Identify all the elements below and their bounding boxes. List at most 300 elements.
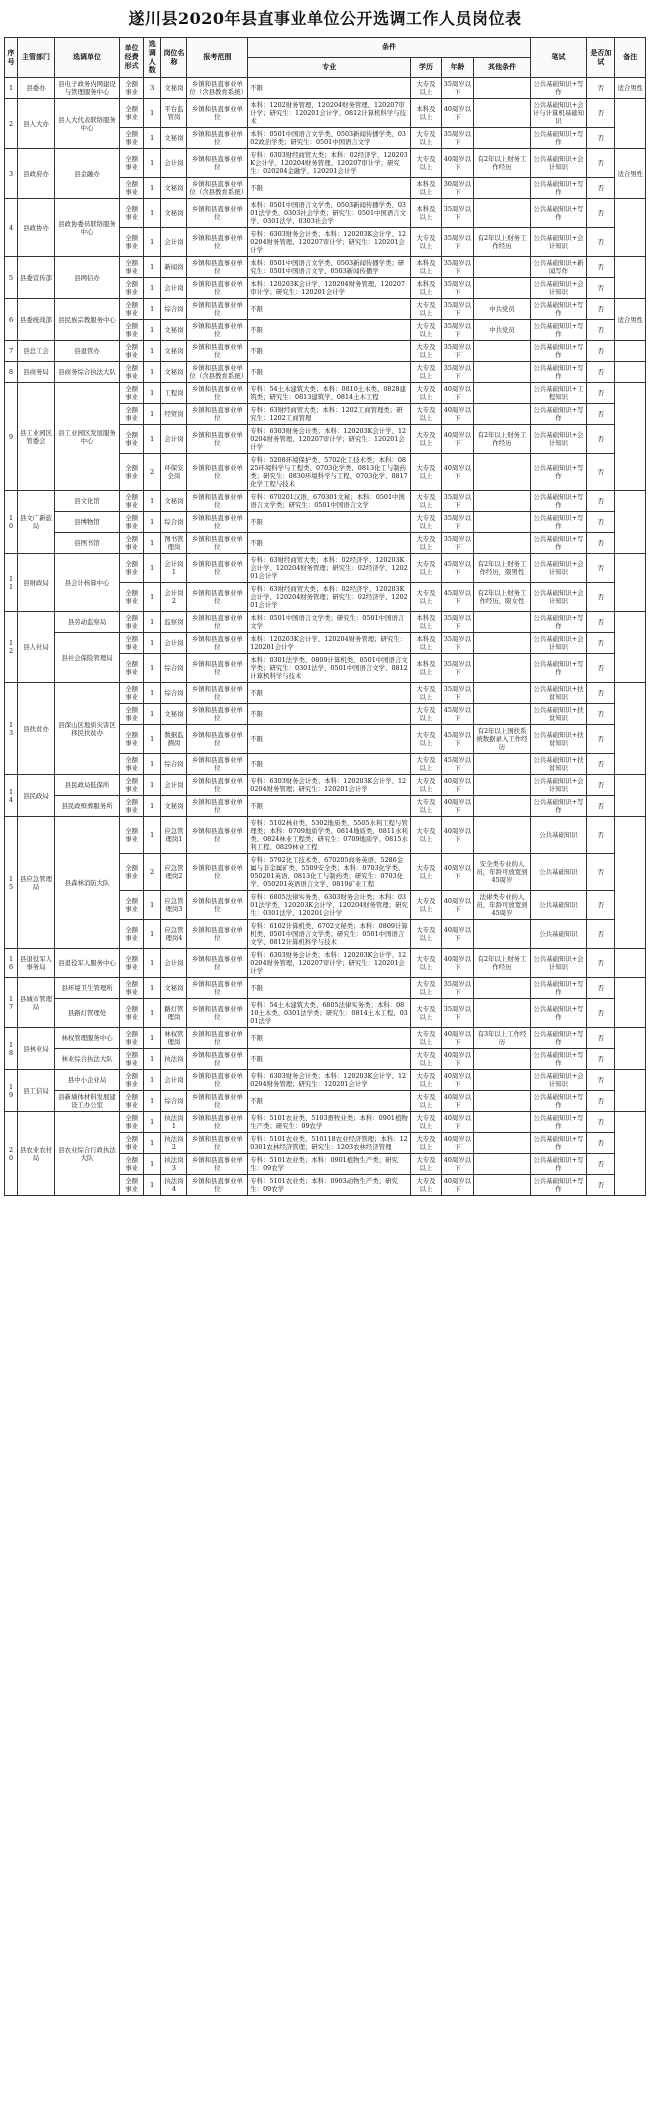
cell-unit: 县商务综合执法大队 [54,362,119,383]
cell-major: 不限 [248,362,411,383]
cell-num: 1 [144,554,161,583]
cell-scope: 乡镇和县直事业单位 [187,454,248,491]
cell-fund: 全额事业 [120,299,144,320]
cell-fund: 全额事业 [120,178,144,199]
cell-add: 否 [587,404,615,425]
cell-num: 1 [144,1133,161,1154]
cell-fund: 全额事业 [120,99,144,128]
cell-age: 40周岁以下 [441,1133,474,1154]
cell-note [615,491,646,554]
cell-post: 会计岗 [161,633,187,654]
cell-edu: 本科及以上 [411,199,441,228]
cell-fund: 全额事业 [120,554,144,583]
cell-exam: 公共基础知识+写作 [530,128,586,149]
page [0,6,650,2115]
cell-num: 1 [144,1112,161,1133]
cell-post: 综合岗 [161,654,187,683]
cell-num: 1 [144,341,161,362]
cell-major: 本科：120203K会计学、120204财务管理；研究生：120201会计学 [248,633,411,654]
cell-edu: 大专及以上 [411,1028,441,1049]
header-age: 年龄 [441,58,474,78]
table-row [5,949,646,978]
cell-fund: 全额事业 [120,1112,144,1133]
header-post: 岗位名称 [161,38,187,78]
cell-major: 专科：63财经商贸大类；本科：02经济学、120203K会计学、120204财务管理；研究生：02经济学、120201会计学 [248,554,411,583]
cell-post: 会计岗 [161,149,187,178]
cell-seq: 5 [5,257,18,299]
cell-other [474,775,530,796]
cell-edu: 大专及以上 [411,362,441,383]
table-row [5,99,646,128]
cell-exam: 公共基础知识+写作 [530,612,586,633]
cell-post: 新闻岗 [161,257,187,278]
cell-edu: 大专及以上 [411,228,441,257]
cell-num: 1 [144,704,161,725]
table-row [5,299,646,320]
table-row [5,1028,646,1049]
cell-num: 1 [144,1175,161,1196]
header-fund: 单位经费形式 [120,38,144,78]
cell-edu: 本科及以上 [411,612,441,633]
cell-post: 会计岗 [161,425,187,454]
cell-add: 否 [587,612,615,633]
cell-scope: 乡镇和县直事业单位 [187,583,248,612]
cell-unit: 县文化馆 [54,491,119,512]
cell-scope: 乡镇和县直事业单位 [187,1091,248,1112]
cell-unit: 县政协委员联络服务中心 [54,199,119,257]
cell-fund: 全额事业 [120,817,144,854]
cell-num: 1 [144,320,161,341]
cell-fund: 全额事业 [120,1028,144,1049]
cell-edu: 大专及以上 [411,78,441,99]
table-row [5,1070,646,1091]
cell-fund: 全额事业 [120,978,144,999]
cell-age: 35周岁以下 [441,228,474,257]
header-dept: 主管部门 [18,38,55,78]
header-scope: 报考范围 [187,38,248,78]
cell-seq: 11 [5,554,18,612]
cell-fund: 全额事业 [120,920,144,949]
cell-add: 否 [587,362,615,383]
cell-edu: 大专及以上 [411,341,441,362]
cell-seq: 13 [5,683,18,775]
cell-add: 否 [587,341,615,362]
cell-age: 35周岁以下 [441,999,474,1028]
cell-unit: 县民族宗教服务中心 [54,299,119,341]
cell-post: 会计岗 [161,775,187,796]
cell-major: 专科：5101农业类；本科：0901植物生产类；研究生：09农学 [248,1154,411,1175]
cell-scope: 乡镇和县直事业单位 [187,1028,248,1049]
cell-seq: 20 [5,1112,18,1196]
cell-add: 否 [587,278,615,299]
cell-dept: 县人社局 [18,612,55,683]
cell-add: 否 [587,1175,615,1196]
cell-edu: 大专及以上 [411,320,441,341]
cell-add: 否 [587,775,615,796]
cell-unit: 县图书馆 [54,533,119,554]
cell-scope: 乡镇和县直事业单位 [187,1049,248,1070]
cell-num: 1 [144,1028,161,1049]
cell-fund: 全额事业 [120,704,144,725]
cell-other [474,683,530,704]
cell-note [615,775,646,817]
cell-exam: 公共基础知识+扶贫知识 [530,754,586,775]
cell-post: 文秘岗 [161,320,187,341]
cell-age: 40周岁以下 [441,383,474,404]
cell-dept: 县政协办 [18,199,55,257]
cell-exam: 公共基础知识+会计知识 [530,149,586,178]
header-num: 选调人数 [144,38,161,78]
table-header [5,38,646,78]
cell-other: 有2年以上财务工作经历 [474,228,530,257]
cell-post: 执法岗3 [161,1154,187,1175]
cell-scope: 乡镇和县直事业单位 [187,796,248,817]
cell-add: 否 [587,228,615,257]
table-row [5,775,646,796]
cell-edu: 大专及以上 [411,1175,441,1196]
cell-age: 35周岁以下 [441,491,474,512]
cell-edu: 本科及以上 [411,654,441,683]
cell-exam: 公共基础知识+写作 [530,512,586,533]
cell-num: 1 [144,891,161,920]
header-add: 是否加试 [587,38,615,78]
cell-fund: 全额事业 [120,1070,144,1091]
cell-add: 否 [587,383,615,404]
header-unit: 选调单位 [54,38,119,78]
cell-fund: 全额事业 [120,512,144,533]
cell-exam: 公共基础知识 [530,891,586,920]
cell-exam: 公共基础知识+写作 [530,404,586,425]
cell-other [474,1133,530,1154]
cell-major: 本科：1202财务管理、120204财务管理、120207审计学；研究生：120201会计学、0812计算机科学与技术 [248,99,411,128]
cell-exam: 公共基础知识+新闻写作 [530,257,586,278]
cell-other: 有2年以上国扶系统数据录入工作经历 [474,725,530,754]
cell-add: 否 [587,1112,615,1133]
cell-num: 1 [144,1154,161,1175]
cell-edu: 大专及以上 [411,128,441,149]
cell-scope: 乡镇和县直事业单位（含县教育系统） [187,178,248,199]
cell-age: 45周岁以下 [441,754,474,775]
cell-other [474,1112,530,1133]
cell-scope: 乡镇和县直事业单位 [187,257,248,278]
cell-add: 否 [587,978,615,999]
cell-add: 否 [587,920,615,949]
cell-other [474,633,530,654]
cell-scope: 乡镇和县直事业单位 [187,1070,248,1091]
cell-note [615,362,646,383]
cell-scope: 乡镇和县直事业单位 [187,299,248,320]
cell-unit: 林权管理服务中心 [54,1028,119,1049]
cell-unit: 林业综合执法大队 [54,1049,119,1070]
cell-edu: 大专及以上 [411,891,441,920]
cell-age: 40周岁以下 [441,149,474,178]
cell-scope: 乡镇和县直事业单位 [187,920,248,949]
cell-age: 40周岁以下 [441,1070,474,1091]
cell-num: 1 [144,533,161,554]
cell-add: 否 [587,817,615,854]
cell-seq: 2 [5,99,18,149]
cell-seq: 9 [5,383,18,491]
table-row [5,533,646,554]
cell-scope: 乡镇和县直事业单位 [187,949,248,978]
cell-dept: 县总工会 [18,341,55,362]
cell-other: 有2年以上财务工作经历，限男性 [474,554,530,583]
cell-scope: 乡镇和县直事业单位（含县教育系统） [187,78,248,99]
cell-age: 40周岁以下 [441,775,474,796]
cell-major: 本科：0501中国语言文学类、0503新闻传播学类、0301法学类、0303社会学类；研究生：0501中国语言文学、0301法学、0303社会学 [248,199,411,228]
cell-edu: 大专及以上 [411,404,441,425]
cell-edu: 大专及以上 [411,1154,441,1175]
cell-post: 综合岗 [161,754,187,775]
cell-add: 否 [587,1070,615,1091]
cell-edu: 大专及以上 [411,683,441,704]
cell-num: 1 [144,199,161,228]
cell-edu: 大专及以上 [411,454,441,491]
header-seq: 序号 [5,38,18,78]
cell-num: 1 [144,278,161,299]
cell-fund: 全额事业 [120,320,144,341]
cell-seq: 1 [5,78,18,99]
table-row [5,683,646,704]
cell-scope: 乡镇和县直事业单位 [187,491,248,512]
cell-add: 否 [587,425,615,454]
cell-dept: 县工信局 [18,1070,55,1112]
cell-unit: 县网信办 [54,257,119,299]
cell-scope: 乡镇和县直事业单位 [187,633,248,654]
cell-post: 文秘岗 [161,978,187,999]
cell-post: 应急管理岗1 [161,817,187,854]
cell-seq: 16 [5,949,18,978]
cell-post: 执法岗 [161,1049,187,1070]
cell-add: 否 [587,633,615,654]
cell-age: 35周岁以下 [441,199,474,228]
cell-exam: 公共基础知识+写作 [530,796,586,817]
cell-fund: 全额事业 [120,583,144,612]
cell-edu: 大专及以上 [411,754,441,775]
cell-scope: 乡镇和县直事业单位 [187,817,248,854]
header-major: 专业 [248,58,411,78]
cell-seq: 3 [5,149,18,199]
table-row [5,341,646,362]
cell-scope: 乡镇和县直事业单位 [187,404,248,425]
cell-scope: 乡镇和县直事业单位 [187,320,248,341]
cell-major: 专科：63财经商贸大类；本科：02经济学、120203K会计学、120204财务管理；研究生：02经济学、120201会计学 [248,583,411,612]
cell-age: 45周岁以下 [441,583,474,612]
cell-edu: 大专及以上 [411,854,441,891]
cell-major: 专科：6805法律实务类、6303财务会计类；本科：0301法学类、120203K会计学、120204财务管理；研究生：0301法学、120201会计学 [248,891,411,920]
cell-major: 不限 [248,796,411,817]
cell-add: 否 [587,99,615,128]
cell-add: 否 [587,1154,615,1175]
cell-exam: 公共基础知识+写作 [530,320,586,341]
cell-major: 专科：54土木建筑大类、6805法律实务类；本科：0810土木类、0301法学类；研究生：0814土木工程、0301法学 [248,999,411,1028]
cell-seq: 15 [5,817,18,949]
cell-fund: 全额事业 [120,754,144,775]
cell-post: 工程岗 [161,383,187,404]
cell-other [474,512,530,533]
cell-note [615,612,646,683]
cell-exam: 公共基础知识+写作 [530,1112,586,1133]
cell-num: 1 [144,257,161,278]
cell-major: 不限 [248,320,411,341]
cell-other [474,128,530,149]
cell-major: 不限 [248,1049,411,1070]
cell-add: 否 [587,1028,615,1049]
header-exam: 笔试 [530,38,586,78]
cell-other: 有2年以上财务工作经历，限女性 [474,583,530,612]
cell-fund: 全额事业 [120,341,144,362]
cell-age: 40周岁以下 [441,1154,474,1175]
cell-age: 35周岁以下 [441,128,474,149]
cell-unit: 县人大代表联络服务中心 [54,99,119,149]
cell-age: 40周岁以下 [441,949,474,978]
cell-seq: 12 [5,612,18,683]
cell-fund: 全额事业 [120,1091,144,1112]
cell-major: 不限 [248,78,411,99]
cell-note: 适合男性 [615,78,646,99]
cell-note [615,1028,646,1070]
cell-num: 1 [144,683,161,704]
cell-post: 文秘岗 [161,704,187,725]
cell-dept: 县民政局 [18,775,55,817]
cell-other [474,178,530,199]
cell-post: 经贸岗 [161,404,187,425]
cell-post: 应急管理岗4 [161,920,187,949]
cell-age: 35周岁以下 [441,533,474,554]
cell-edu: 大专及以上 [411,978,441,999]
cell-num: 1 [144,633,161,654]
cell-major: 本科：0501中国语言文学类、0503新闻传播学类；研究生：0501中国语言文学、0503新闻传播学 [248,257,411,278]
table-row [5,149,646,178]
cell-num: 1 [144,920,161,949]
cell-edu: 大专及以上 [411,775,441,796]
cell-dept: 县委办 [18,78,55,99]
cell-age: 40周岁以下 [441,99,474,128]
cell-post: 路灯管理岗 [161,999,187,1028]
cell-other [474,704,530,725]
table-row [5,554,646,583]
cell-dept: 县扶贫办 [18,683,55,775]
cell-post: 会计岗 [161,278,187,299]
cell-edu: 大专及以上 [411,149,441,178]
cell-seq: 4 [5,199,18,257]
cell-exam: 公共基础知识+写作 [530,654,586,683]
cell-edu: 本科及以上 [411,99,441,128]
cell-scope: 乡镇和县直事业单位 [187,1154,248,1175]
cell-edu: 大专及以上 [411,817,441,854]
cell-edu: 大专及以上 [411,512,441,533]
cell-num: 2 [144,454,161,491]
cell-major: 专科：6303财务会计类；本科：120203K会计学、120204财务管理；研究生：120201会计学 [248,1070,411,1091]
cell-major: 不限 [248,725,411,754]
cell-major: 专科：6303财务会计类；本科：120203K会计学、120204财务管理、120207审计学；研究生：120201会计学 [248,949,411,978]
cell-add: 否 [587,683,615,704]
cell-scope: 乡镇和县直事业单位 [187,425,248,454]
cell-age: 40周岁以下 [441,1175,474,1196]
cell-seq: 7 [5,341,18,362]
cell-post: 会计岗 [161,228,187,257]
cell-seq: 6 [5,299,18,341]
cell-other [474,278,530,299]
cell-dept: 县退役军人事务局 [18,949,55,978]
cell-scope: 乡镇和县直事业单位 [187,278,248,299]
cell-seq: 18 [5,1028,18,1070]
cell-age: 35周岁以下 [441,683,474,704]
cell-post: 平台监管岗 [161,99,187,128]
cell-major: 专科：5702化工技术类、670205商务英语、5286金属与非金属矿类、5509安全类；本科：0703化学类、050201英语、0813化工与制药类；研究生：0703化学、050201英语语言文学、0819矿业工程 [248,854,411,891]
cell-major: 专科：5208环境保护类、5702化工技术类；本科：0825环境科学与工程类、0703化学类、0813化工与制药类；研究生：0830环境科学与工程、0703化学、0817化学工程与技术 [248,454,411,491]
cell-fund: 全额事业 [120,949,144,978]
cell-num: 2 [144,854,161,891]
cell-other: 有2年以上财务工作经历 [474,949,530,978]
cell-age: 40周岁以下 [441,920,474,949]
cell-exam: 公共基础知识+会计知识 [530,583,586,612]
cell-age: 45周岁以下 [441,725,474,754]
cell-fund: 全额事业 [120,278,144,299]
cell-add: 否 [587,1049,615,1070]
cell-major: 不限 [248,1091,411,1112]
cell-note [615,1070,646,1112]
cell-exam: 公共基础知识+写作 [530,362,586,383]
cell-scope: 乡镇和县直事业单位 [187,199,248,228]
cell-post: 环保安全岗 [161,454,187,491]
cell-scope: 乡镇和县直事业单位 [187,554,248,583]
cell-post: 综合岗 [161,1091,187,1112]
cell-major: 不限 [248,299,411,320]
cell-age: 35周岁以下 [441,978,474,999]
cell-age: 35周岁以下 [441,341,474,362]
cell-fund: 全额事业 [120,533,144,554]
cell-age: 40周岁以下 [441,1112,474,1133]
cell-dept: 县委统战部 [18,299,55,341]
cell-fund: 全额事业 [120,491,144,512]
cell-exam: 公共基础知识+会计知识 [530,425,586,454]
cell-fund: 全额事业 [120,128,144,149]
cell-post: 会计岗1 [161,554,187,583]
cell-add: 否 [587,454,615,491]
cell-num: 1 [144,99,161,128]
cell-scope: 乡镇和县直事业单位 [187,341,248,362]
cell-edu: 大专及以上 [411,1070,441,1091]
cell-add: 否 [587,1133,615,1154]
cell-age: 40周岁以下 [441,1028,474,1049]
table-row [5,612,646,633]
cell-other [474,920,530,949]
cell-fund: 全额事业 [120,999,144,1028]
cell-num: 1 [144,775,161,796]
cell-edu: 大专及以上 [411,704,441,725]
cell-age: 40周岁以下 [441,1049,474,1070]
cell-edu: 大专及以上 [411,725,441,754]
cell-other [474,491,530,512]
cell-unit: 县环境卫生管理所 [54,978,119,999]
cell-scope: 乡镇和县直事业单位 [187,512,248,533]
cell-scope: 乡镇和县直事业单位 [187,704,248,725]
cell-other [474,362,530,383]
cell-major: 不限 [248,704,411,725]
cell-scope: 乡镇和县直事业单位 [187,1112,248,1133]
cell-exam: 公共基础知识+写作 [530,491,586,512]
cell-post: 执法岗1 [161,1112,187,1133]
cell-exam: 公共基础知识+会计知识 [530,775,586,796]
cell-num: 1 [144,1070,161,1091]
cell-age: 35周岁以下 [441,299,474,320]
cell-exam: 公共基础知识+写作 [530,1049,586,1070]
cell-other: 有2年以上财务工作经历 [474,425,530,454]
cell-add: 否 [587,654,615,683]
cell-note [615,683,646,775]
cell-fund: 全额事业 [120,404,144,425]
